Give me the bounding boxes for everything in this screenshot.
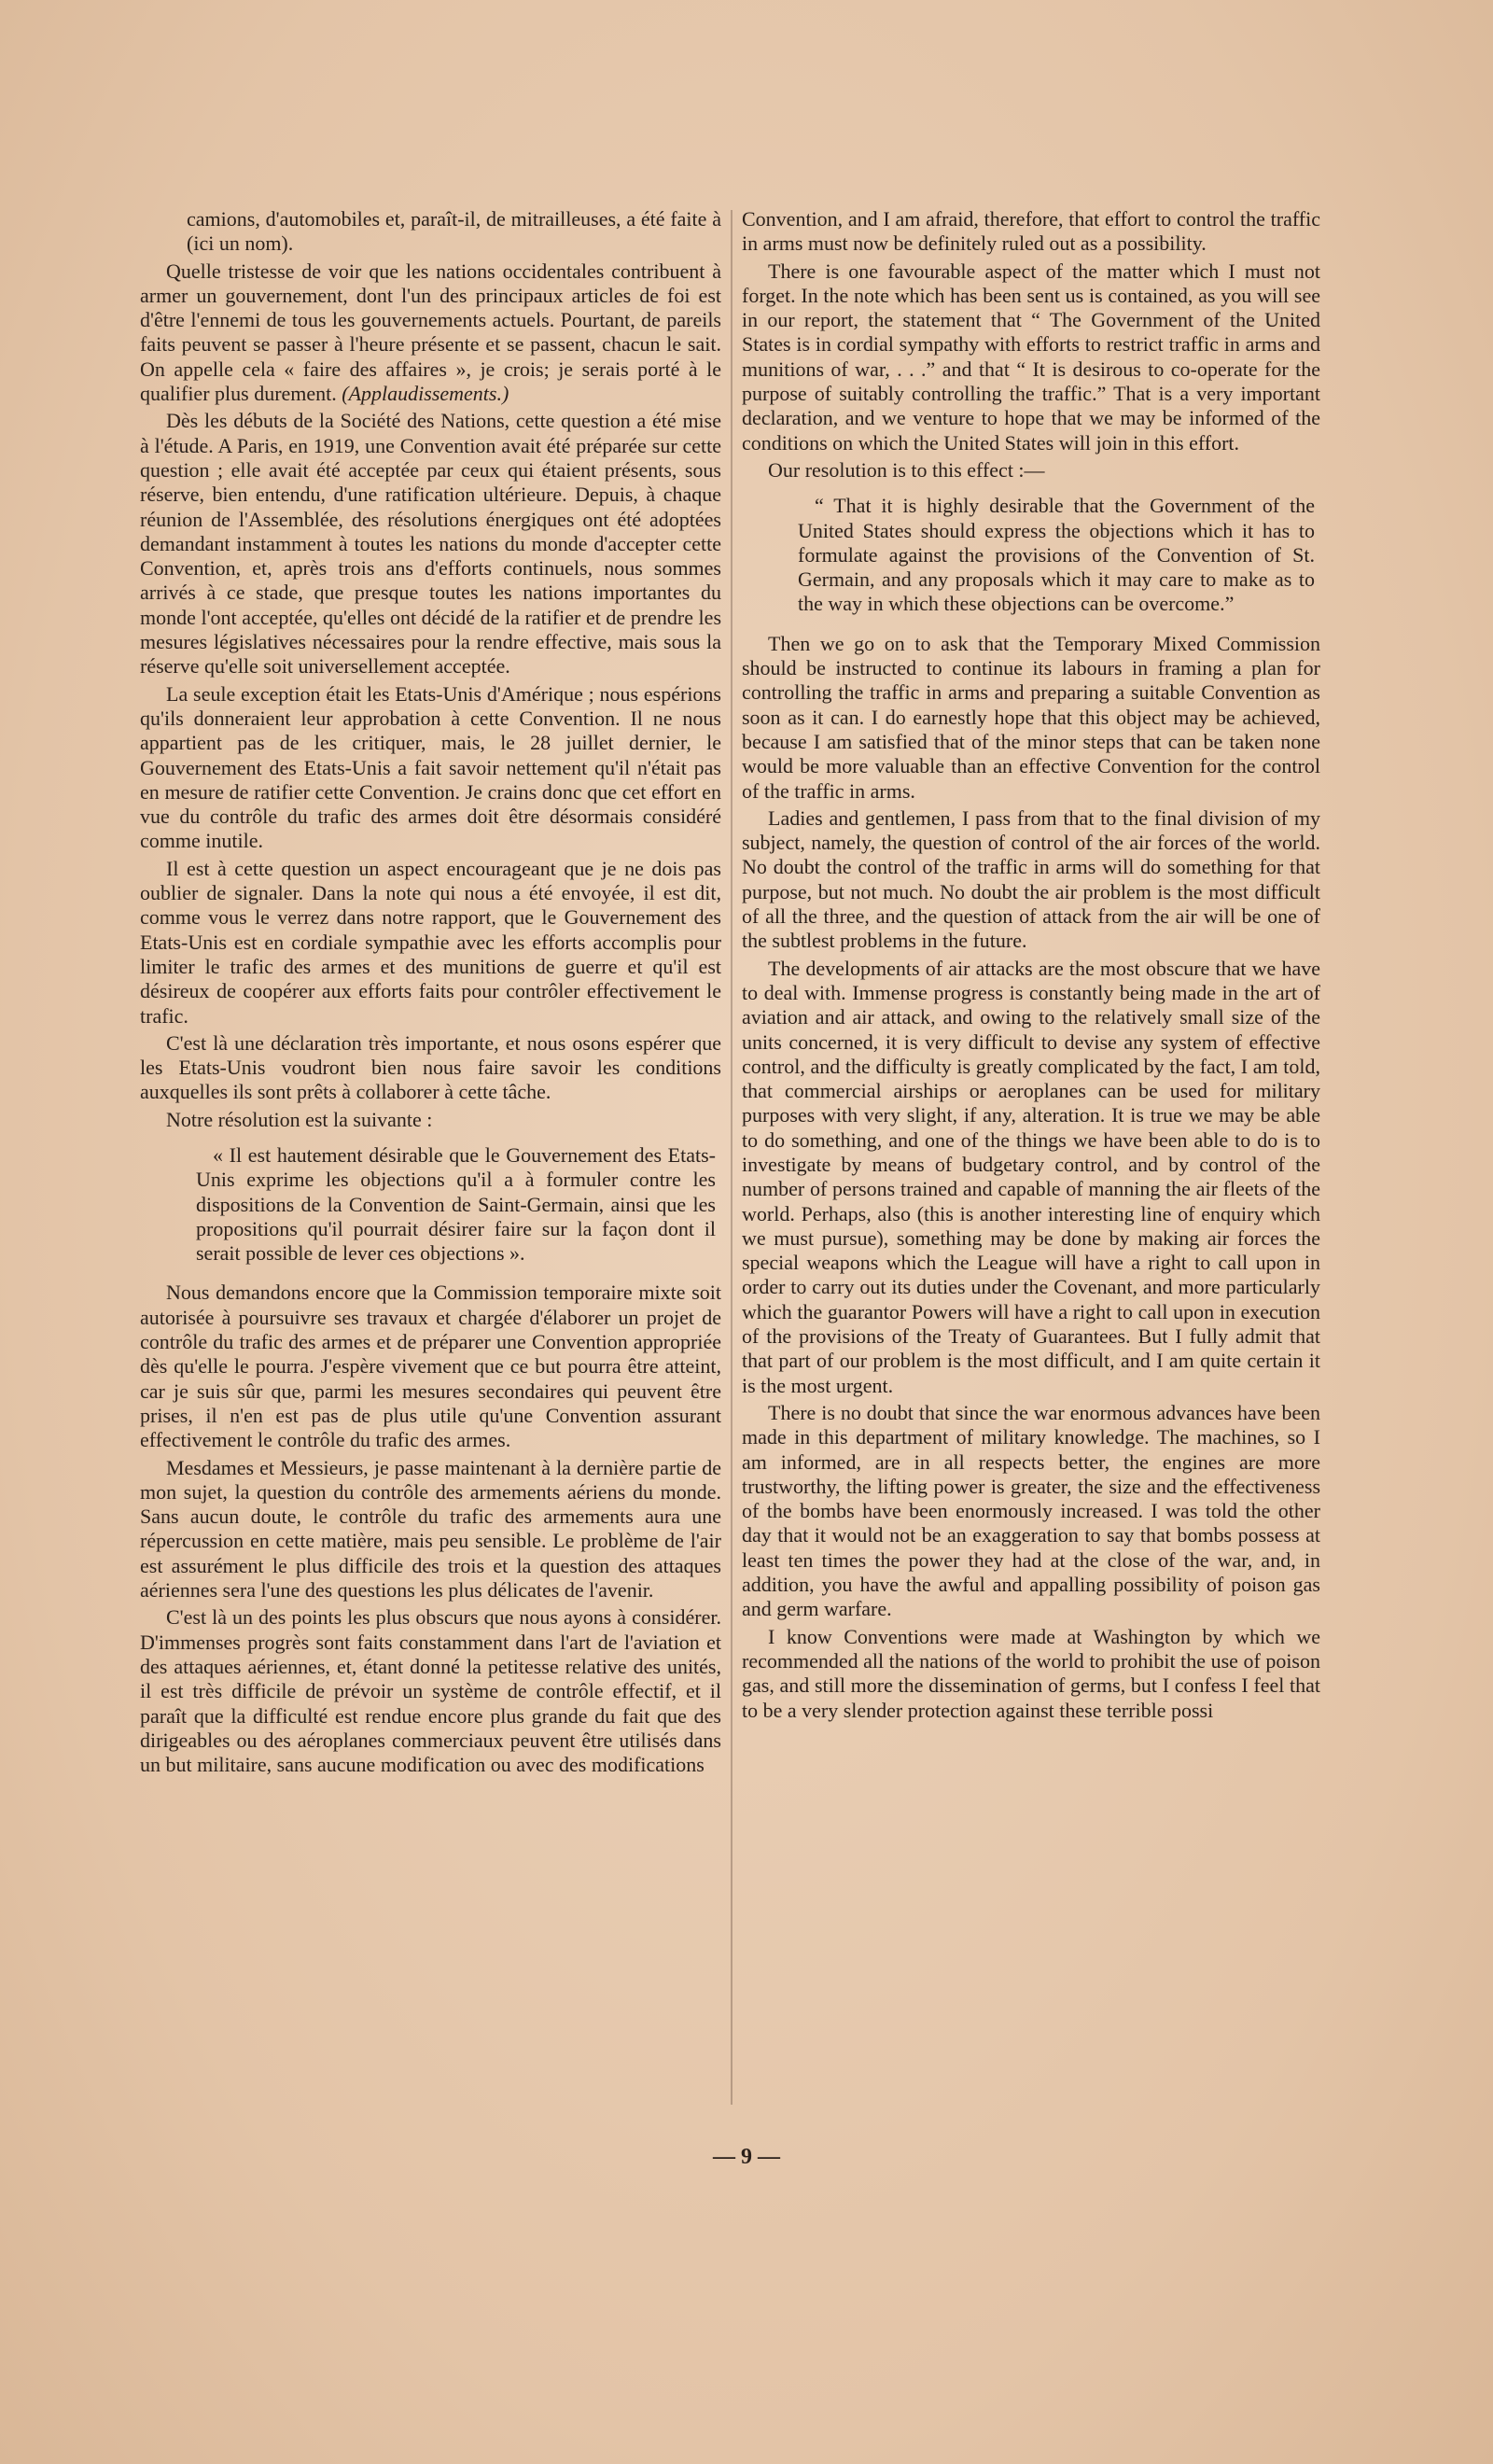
applause-note: (Applaudissements.) (342, 382, 509, 406)
paragraph: I know Conventions were made at Washington by which we recommended all the nations of the world to prohibit the use of poison gas, and still more the dissemination of germs, but I confess I feel that to be a very slender protection against these terrible possi (742, 1624, 1320, 1722)
paragraph: C'est là un des points les plus obscurs que nous ayons à considérer. D'immenses progrès sont faits constamment dans l'art de l'aviation et des attaques aériennes, et, étant donné la petitesse relative des unités, il est très difficile de prévoir un système de contrôle effectif, et il paraît que la difficulté est rendue encore plus grande du fait que des dirigeables ou des aéroplanes commerciaux peuvent être utilisés dans un but militaire, sans aucune modification ou avec des modifications (140, 1605, 721, 1777)
english-column (742, 207, 1320, 1726)
paragraph: Il est à cette question un aspect encourageant que je ne dois pas oublier de signaler. Dans la note qui nous a été envoyée, il est dit, comme vous le verrez dans notre rapport, que le Gouvernement des Etats-Unis est en cordiale sympathie avec les efforts accomplis pour limiter le trafic des armes et des munitions de guerre et qu'il est désireux de coopérer aux efforts faits pour contrôler effectivement le trafic. (140, 856, 721, 1028)
paragraph: The developments of air attacks are the most obscure that we have to deal with. Immense progress is constantly being made in the art of aviation and air attack, and owing to the relatively small size of the units concerned, it is very difficult to devise any system of effective control, and the difficulty is greatly complicated by the fact, I am told, that commercial airships or aeroplanes can be used for military purposes with very slight, if any, alteration. It is true we may be able to do something, and one of the things we have been able to do is to investigate by means of budgetary control, and by control of the number of persons trained and capable of manning the air fleets of the world. Perhaps, also (this is another interesting line of enquiry which we must pursue), something may be done by making air forces the special weapons which the League will have a right to call upon in order to carry out its duties under the Covenant, and more particularly which the guarantor Powers will have a right to call upon in execution of the provisions of the Treaty of Guarantees. But I fully admit that that part of our problem is the most difficult, and I am quite certain it is the most urgent. (742, 956, 1320, 1397)
paragraph: Mesdames et Messieurs, je passe maintenant à la dernière partie de mon sujet, la question du contrôle des armements aériens du monde. Sans aucun doute, le contrôle du trafic des armements aura une répercussion en cette matière, mais peu sensible. Le problème de l'air est assurément le plus difficile des trois et la question des attaques aériennes sera l'une des questions les plus délicates de l'avenir. (140, 1455, 721, 1603)
paragraph: Dès les débuts de la Société des Nations, cette question a été mise à l'étude. A Paris, en 1919, une Convention avait été préparée sur cette question ; elle avait été acceptée par ceux qui étaient présents, sous réserve, bien entendu, d'une ratification ultérieure. Depuis, à chaque réunion de l'Assemblée, des résolutions énergiques ont été adoptées demandant instamment à toutes les nations du monde d'accepter cette Convention, et, après trois ans d'efforts continuels, nous sommes arrivés à ce stade, que presque toutes les nations importantes du monde l'ont acceptée, qu'elles ont décidé de la ratifier et de prendre les mesures législatives nécessaires pour la rendre effective, mais sous la réserve qu'elle soit universellement acceptée. (140, 409, 721, 679)
paragraph: Notre résolution est la suivante : (166, 1107, 433, 1131)
paragraph-text: Quelle tristesse de voir que les nations occidentales contribuent à armer un gouvernement, dont l'un des principaux articles de foi est d'être l'ennemi de tous les gouvernements actuels. Pourtant, de pareils faits peuvent se passer à l'heure présente et se passent, chacun le sait. On appelle cela « faire des affaires », je crois; je serais porté à le qualifier plus durement. (140, 259, 721, 406)
paragraph (140, 259, 721, 407)
resolution-quote: « Il est hautement désirable que le Gouvernement des Etats-Unis exprime les objections qu'il a à formuler contre les dispositions de la Convention de Saint-Germain, ainsi que les propositions qu'il pourrait désirer faire sur la façon dont il serait possible de lever ces objections ». (196, 1142, 716, 1266)
paragraph: Ladies and gentlemen, I pass from that to the final division of my subject, namely, the question of control of the air forces of the world. No doubt the control of the traffic in arms will do something for that purpose, but not much. No doubt the air problem is the most difficult of all the three, and the question of attack from the air will be one of the subtlest problems in the future. (742, 805, 1320, 953)
paragraph: Our resolution is to this effect :— (768, 457, 1045, 482)
paragraph: Then we go on to ask that the Temporary Mixed Commission should be instructed to continue its labours in framing a plan for controlling the traffic in arms and preparing a suitable Convention as soon as it can. I do earnestly hope that this object may be achieved, because I am satisfied that of the minor steps that can be taken none would be more valuable than an effective Convention for the control of the traffic in arms. (742, 631, 1320, 803)
paragraph: Nous demandons encore que la Commission temporaire mixte soit autorisée à poursuivre ses travaux et chargée d'élaborer un projet de contrôle du trafic des armes et de préparer une Convention appropriée dès qu'elle le pourra. J'espère vivement que ce but pourra être atteint, car je suis sûr que, parmi les mesures secondaires qui peuvent être prises, il n'en est pas de plus utile qu'une Convention assurant effectivement le contrôle du trafic des armes. (140, 1281, 721, 1452)
column-divider (731, 210, 733, 2105)
french-column (140, 207, 721, 1780)
resolution-quote: “ That it is highly desirable that the Government of the United States should express the objections which it has to formulate against the provisions of the Convention of St. Germain, and any proposals which it may care to make as to the way in which these objections can be overcome.” (798, 494, 1315, 616)
paragraph: There is one favourable aspect of the matter which I must not forget. In the note which has been sent us is contained, as you will see in our report, the statement that “ The Government of the United States is in cordial sympathy with efforts to restrict traffic in arms and munitions of war, . . .” and that “ It is desirous to co-operate for the purpose of suitably controlling the traffic.” That is a very important declaration, and we venture to hope that we may be informed of the conditions on which the United States will join in this effort. (742, 259, 1320, 455)
paragraph: There is no doubt that since the war enormous advances have been made in this department of military knowledge. The machines, so I am informed, are in all respects better, the engines are more trustworthy, the lifting power is greater, the size and the effectiveness of the bombs have been enormously increased. I was told the other day that it would not be an exaggeration to say that bombs possess at least ten times the power they had at the close of the war, and, in addition, you have the awful and appalling possibility of poison gas and germ warfare. (742, 1400, 1320, 1621)
page-number: — 9 — (713, 2145, 780, 2169)
paragraph: Convention, and I am afraid, therefore, that effort to control the traffic in arms must now be definitely ruled out as a possibility. (742, 207, 1320, 256)
paragraph: C'est là une déclaration très importante, et nous osons espérer que les Etats-Unis voudront bien nous faire savoir les conditions auxquelles ils sont prêts à collaborer à cette tâche. (140, 1030, 721, 1104)
paragraph: camions, d'automobiles et, paraît-il, de mitrailleuses, a été faite à (ici un nom). (187, 207, 721, 256)
paragraph: La seule exception était les Etats-Unis d'Amérique ; nous espérions qu'ils donneraient leur approbation à cette Convention. Il ne nous appartient pas de les critiquer, mais, le 28 juillet dernier, le Gouvernement des Etats-Unis a fait savoir nettement qu'il n'était pas en mesure de ratifier cette Convention. Je crains donc que cet effort en vue du contrôle du trafic des armes doit être désormais considéré comme inutile. (140, 681, 721, 853)
